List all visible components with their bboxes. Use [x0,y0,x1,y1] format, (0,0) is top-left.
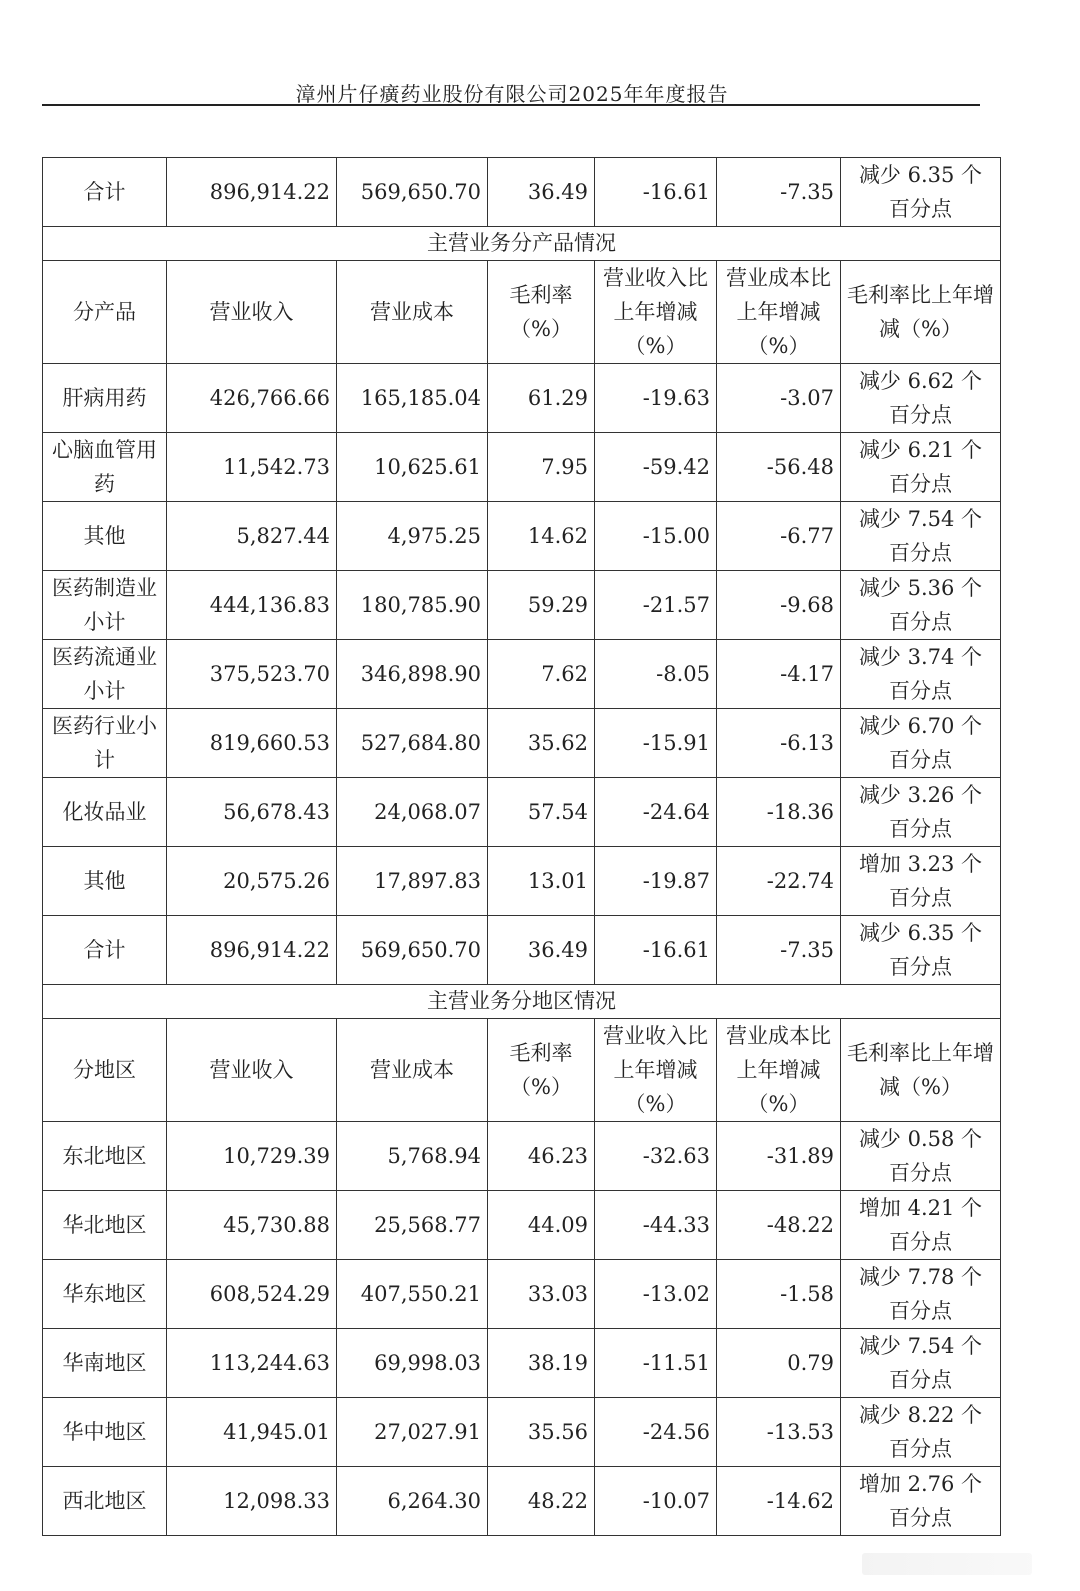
cost-cell: 569,650.70 [337,916,488,985]
row-label: 其他 [43,847,167,916]
product-row [43,571,1001,640]
margin-change-line1: 减少 6.21 个 [858,438,983,462]
margin-cell: 35.62 [488,709,595,778]
margin-change-line2: 百分点 [889,748,952,772]
revenue-cell: 608,524.29 [167,1260,337,1329]
margin-change-cell [841,1329,1001,1398]
region-row [43,1191,1001,1260]
region-header-row [43,1019,1001,1122]
revenue-change-cell: -13.02 [595,1260,717,1329]
cost-cell: 17,897.83 [337,847,488,916]
margin-change-cell [841,916,1001,985]
row-label: 华北地区 [43,1191,167,1260]
cost-cell: 569,650.70 [337,158,488,227]
margin-change-cell [841,364,1001,433]
row-label: 医药流通业小计 [43,640,167,709]
financial-table [42,157,1001,1536]
region-row [43,1260,1001,1329]
revenue-change-cell: -44.33 [595,1191,717,1260]
margin-change-line2: 百分点 [889,541,952,565]
revenue-change-cell: -24.56 [595,1398,717,1467]
revenue-cell: 896,914.22 [167,916,337,985]
margin-change-line1: 减少 0.58 个 [858,1127,983,1151]
product-header-6: 毛利率比上年增减（%） [841,261,1001,364]
margin-cell: 44.09 [488,1191,595,1260]
product-section-row [43,227,1001,261]
margin-change-line2: 百分点 [889,472,952,496]
margin-change-line1: 减少 6.62 个 [858,369,983,393]
margin-change-line1: 减少 3.26 个 [858,783,983,807]
margin-change-cell [841,1122,1001,1191]
margin-cell: 38.19 [488,1329,595,1398]
cost-change-cell: -48.22 [717,1191,841,1260]
revenue-change-cell: -10.07 [595,1467,717,1536]
row-label: 华东地区 [43,1260,167,1329]
total-row [43,158,1001,227]
cost-change-cell: 0.79 [717,1329,841,1398]
product-header-4: 营业收入比上年增减（%） [595,261,717,364]
row-label: 合计 [43,158,167,227]
margin-change-cell [841,1260,1001,1329]
cost-change-cell: -56.48 [717,433,841,502]
region-header-4: 营业收入比上年增减（%） [595,1019,717,1122]
cost-cell: 407,550.21 [337,1260,488,1329]
margin-change-cell [841,1191,1001,1260]
row-label: 肝病用药 [43,364,167,433]
product-row [43,502,1001,571]
margin-change-line2: 百分点 [889,610,952,634]
margin-change-line2: 百分点 [889,679,952,703]
product-header-row [43,261,1001,364]
region-section-title: 主营业务分地区情况 [43,985,1001,1019]
product-header-1: 营业收入 [167,261,337,364]
cost-cell: 165,185.04 [337,364,488,433]
cost-change-cell: -6.13 [717,709,841,778]
revenue-change-cell: -8.05 [595,640,717,709]
revenue-cell: 12,098.33 [167,1467,337,1536]
margin-cell: 36.49 [488,916,595,985]
margin-change-line1: 增加 3.23 个 [858,852,983,876]
margin-cell: 33.03 [488,1260,595,1329]
revenue-cell: 45,730.88 [167,1191,337,1260]
margin-change-cell [841,502,1001,571]
margin-change-line2: 百分点 [889,955,952,979]
cost-change-cell: -7.35 [717,158,841,227]
margin-cell: 36.49 [488,158,595,227]
revenue-change-cell: -15.91 [595,709,717,778]
cost-change-cell: -22.74 [717,847,841,916]
product-row [43,778,1001,847]
margin-cell: 13.01 [488,847,595,916]
row-label: 医药制造业小计 [43,571,167,640]
margin-change-line1: 减少 6.70 个 [858,714,983,738]
cost-change-cell: -13.53 [717,1398,841,1467]
cost-cell: 10,625.61 [337,433,488,502]
row-label: 心脑血管用药 [43,433,167,502]
margin-change-line2: 百分点 [889,817,952,841]
revenue-change-cell: -21.57 [595,571,717,640]
margin-cell: 59.29 [488,571,595,640]
revenue-cell: 41,945.01 [167,1398,337,1467]
margin-change-cell [841,1398,1001,1467]
product-section-title: 主营业务分产品情况 [43,227,1001,261]
product-row [43,364,1001,433]
region-row [43,1122,1001,1191]
cost-change-cell: -31.89 [717,1122,841,1191]
region-header-1: 营业收入 [167,1019,337,1122]
margin-change-line2: 百分点 [889,1299,952,1323]
revenue-change-cell: -32.63 [595,1122,717,1191]
cost-change-cell: -3.07 [717,364,841,433]
row-label: 华中地区 [43,1398,167,1467]
cost-change-cell: -18.36 [717,778,841,847]
cost-cell: 5,768.94 [337,1122,488,1191]
margin-cell: 57.54 [488,778,595,847]
revenue-change-cell: -19.87 [595,847,717,916]
margin-change-cell [841,158,1001,227]
margin-change-line1: 减少 5.36 个 [858,576,983,600]
margin-change-cell [841,847,1001,916]
region-row [43,1398,1001,1467]
cost-change-cell: -6.77 [717,502,841,571]
margin-cell: 35.56 [488,1398,595,1467]
row-label: 合计 [43,916,167,985]
region-row [43,1467,1001,1536]
margin-change-line2: 百分点 [889,197,952,221]
product-row [43,709,1001,778]
margin-change-cell [841,709,1001,778]
margin-change-line2: 百分点 [889,1506,952,1530]
cost-cell: 24,068.07 [337,778,488,847]
margin-change-line1: 减少 6.35 个 [858,163,983,187]
margin-cell: 14.62 [488,502,595,571]
margin-change-cell [841,433,1001,502]
revenue-cell: 10,729.39 [167,1122,337,1191]
cost-cell: 25,568.77 [337,1191,488,1260]
row-label: 医药行业小计 [43,709,167,778]
region-row [43,1329,1001,1398]
cost-cell: 180,785.90 [337,571,488,640]
margin-change-line1: 减少 7.54 个 [858,1334,983,1358]
margin-change-cell [841,1467,1001,1536]
margin-change-line1: 增加 4.21 个 [858,1196,983,1220]
region-header-3: 毛利率（%） [488,1019,595,1122]
product-header-0: 分产品 [43,261,167,364]
margin-change-cell [841,571,1001,640]
revenue-cell: 56,678.43 [167,778,337,847]
row-label: 华南地区 [43,1329,167,1398]
revenue-change-cell: -24.64 [595,778,717,847]
row-label: 其他 [43,502,167,571]
product-row [43,433,1001,502]
cost-cell: 27,027.91 [337,1398,488,1467]
margin-cell: 46.23 [488,1122,595,1191]
product-header-5: 营业成本比上年增减（%） [717,261,841,364]
margin-change-line1: 减少 7.54 个 [858,507,983,531]
margin-change-line1: 减少 6.35 个 [858,921,983,945]
cost-cell: 6,264.30 [337,1467,488,1536]
product-row [43,916,1001,985]
margin-change-line2: 百分点 [889,1437,952,1461]
revenue-change-cell: -16.61 [595,158,717,227]
watermark [862,1553,1032,1575]
margin-change-line1: 减少 3.74 个 [858,645,983,669]
revenue-cell: 20,575.26 [167,847,337,916]
margin-cell: 61.29 [488,364,595,433]
revenue-cell: 5,827.44 [167,502,337,571]
margin-change-cell [841,640,1001,709]
margin-change-line2: 百分点 [889,1368,952,1392]
region-header-6: 毛利率比上年增减（%） [841,1019,1001,1122]
product-header-3: 毛利率（%） [488,261,595,364]
margin-change-cell [841,778,1001,847]
revenue-cell: 113,244.63 [167,1329,337,1398]
margin-cell: 7.62 [488,640,595,709]
margin-change-line2: 百分点 [889,886,952,910]
margin-change-line1: 减少 7.78 个 [858,1265,983,1289]
revenue-change-cell: -59.42 [595,433,717,502]
region-header-0: 分地区 [43,1019,167,1122]
row-label: 东北地区 [43,1122,167,1191]
cost-change-cell: -9.68 [717,571,841,640]
product-header-2: 营业成本 [337,261,488,364]
cost-change-cell: -1.58 [717,1260,841,1329]
revenue-cell: 426,766.66 [167,364,337,433]
row-label: 化妆品业 [43,778,167,847]
revenue-change-cell: -16.61 [595,916,717,985]
cost-cell: 527,684.80 [337,709,488,778]
revenue-change-cell: -19.63 [595,364,717,433]
margin-cell: 48.22 [488,1467,595,1536]
revenue-cell: 444,136.83 [167,571,337,640]
cost-cell: 69,998.03 [337,1329,488,1398]
region-section-row [43,985,1001,1019]
margin-change-line1: 增加 2.76 个 [858,1472,983,1496]
region-header-2: 营业成本 [337,1019,488,1122]
cost-change-cell: -7.35 [717,916,841,985]
revenue-cell: 819,660.53 [167,709,337,778]
cost-change-cell: -4.17 [717,640,841,709]
row-label: 西北地区 [43,1467,167,1536]
margin-change-line2: 百分点 [889,403,952,427]
region-header-5: 营业成本比上年增减（%） [717,1019,841,1122]
header-divider [42,104,980,106]
margin-cell: 7.95 [488,433,595,502]
product-row [43,847,1001,916]
cost-cell: 346,898.90 [337,640,488,709]
revenue-change-cell: -11.51 [595,1329,717,1398]
margin-change-line2: 百分点 [889,1230,952,1254]
cost-cell: 4,975.25 [337,502,488,571]
cost-change-cell: -14.62 [717,1467,841,1536]
revenue-change-cell: -15.00 [595,502,717,571]
document-header: 漳州片仔癀药业股份有限公司2025年年度报告 [295,82,729,106]
margin-change-line1: 减少 8.22 个 [858,1403,983,1427]
margin-change-line2: 百分点 [889,1161,952,1185]
revenue-cell: 375,523.70 [167,640,337,709]
product-row [43,640,1001,709]
revenue-cell: 11,542.73 [167,433,337,502]
revenue-cell: 896,914.22 [167,158,337,227]
